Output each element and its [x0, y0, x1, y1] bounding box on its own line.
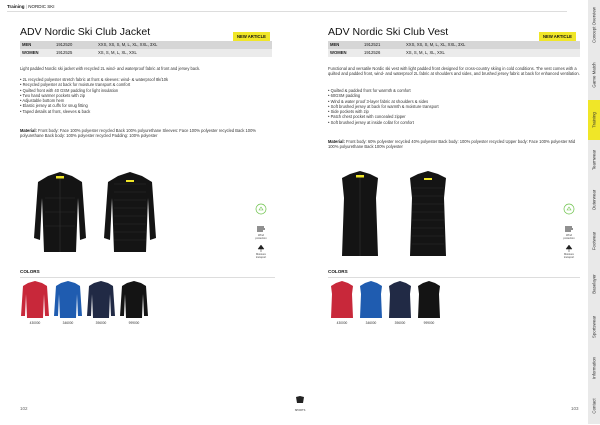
right-feature-wind — [560, 225, 578, 240]
tab-label: Outerwear — [591, 189, 597, 211]
article-number-cell: 1912525 — [54, 49, 96, 57]
gender-cell: MEN — [328, 41, 362, 49]
swatch-code: 396000 — [394, 321, 406, 325]
center-logo-text: SPORTS — [294, 409, 306, 412]
list-item: • Recycled polyester at back for moisture transport & comfort — [20, 82, 275, 87]
swatch-vest-navy — [389, 281, 411, 318]
feature-label: Moisture transport — [563, 253, 575, 259]
left-jacket-main-images — [22, 168, 162, 256]
list-item: • Quilted & padded front for warmth & comfort — [328, 88, 580, 93]
list-item: • Patch chest pocket with concealed zipper — [328, 114, 580, 119]
swatch-code: 396000 — [95, 321, 107, 325]
tab-footwear[interactable] — [588, 220, 600, 263]
tab-teamwear[interactable] — [588, 140, 600, 181]
tab-baselayer[interactable] — [588, 262, 600, 307]
sizes-cell: XXS, XS, S, M, L, XL, XXL, 3XL — [404, 41, 580, 49]
list-item: • Two hand warmer pockets with zip — [20, 93, 275, 98]
sizes-cell: XXS, XS, S, M, L, XL, XXL, 3XL — [96, 41, 272, 49]
swatch-vest-red — [331, 281, 353, 318]
right-material — [328, 139, 580, 150]
right-feature-list — [328, 88, 580, 125]
table-row — [20, 41, 272, 49]
tab-label: Information — [591, 357, 597, 379]
jacket-back-image — [104, 172, 156, 252]
vest-back-image — [410, 171, 446, 256]
breadcrumb-separator: | — [25, 4, 27, 9]
jacket-front-image — [34, 172, 86, 252]
tab-label: Concept Overview — [591, 7, 597, 43]
tab-label: Game Match — [591, 62, 597, 88]
center-logo — [292, 391, 308, 412]
left-description: Light padded Nordic ski jacket with recycled 2L wind- and waterproof fabric at front and jersey back. — [20, 66, 201, 71]
table-row — [328, 41, 580, 49]
right-new-article-badge: NEW ARTICLE — [539, 32, 576, 41]
swatch-vest-black — [418, 281, 440, 318]
left-size-table — [20, 41, 272, 57]
left-feature-recycled — [252, 203, 270, 216]
right-description: Functional and versatile Nordic ski vest with light padded front designed for cross-country skiing in cold conditions. The vest comes with a quilted and padded front, wind- and waterproof 2L fabric at shoulders and sides, and brushed jersey fabric at back for enhanced ventilation. — [328, 66, 580, 77]
gender-cell: WOMEN — [328, 49, 362, 57]
left-colors-heading: COLORS — [20, 269, 40, 274]
list-item: • 60GSM padding — [328, 93, 580, 98]
moisture-icon — [564, 244, 574, 252]
breadcrumb-subsection[interactable]: NORDIC SKI — [28, 4, 55, 9]
right-colors-rule — [328, 277, 580, 278]
swatch-code: 346000 — [365, 321, 377, 325]
swatch-jacket-navy — [87, 281, 115, 318]
swatch-vest-blue — [360, 281, 382, 318]
tab-label: Baselayer — [591, 274, 597, 294]
swatch-jacket-red — [21, 281, 49, 318]
tab-concept-overview[interactable] — [588, 0, 600, 51]
tab-contact[interactable] — [588, 388, 600, 425]
left-product-title: ADV Nordic Ski Club Jacket — [20, 26, 151, 38]
list-item: • Soft brushed jersey at inside collar for comfort — [328, 120, 580, 125]
breadcrumb-section[interactable]: Training — [7, 4, 25, 9]
feature-label: Wind protection — [563, 234, 575, 240]
recycle-icon — [563, 203, 575, 215]
swatch-code: 430000 — [29, 321, 41, 325]
left-new-article-badge: NEW ARTICLE — [233, 32, 270, 41]
left-material — [20, 128, 275, 139]
left-feature-moisture — [252, 244, 270, 259]
list-item: • 2L recycled polyester stretch fabric at front & sleeves: wind- & waterproof 8k/10k — [20, 77, 275, 82]
gender-cell: MEN — [20, 41, 54, 49]
tab-label: Sportswear — [591, 315, 597, 339]
table-row — [328, 49, 580, 57]
feature-label: Wind protection — [255, 234, 267, 240]
article-number-cell: 1912526 — [362, 49, 404, 57]
vest-front-image — [342, 171, 378, 256]
list-item: • Adjustable bottom hem — [20, 98, 275, 103]
gender-cell: WOMEN — [20, 49, 54, 57]
right-feature-recycled — [560, 203, 578, 216]
tab-outerwear[interactable] — [588, 180, 600, 221]
swatch-code: 430000 — [336, 321, 348, 325]
tab-label: Footwear — [591, 231, 597, 251]
material-label: Material: — [20, 128, 37, 133]
list-item: • Soft brushed jersey at back for warmth & moisture transport — [328, 104, 580, 109]
header-rule — [7, 11, 567, 12]
recycle-icon — [255, 203, 267, 215]
list-item: • Quilted front with 40 GSM padding for light insulation — [20, 88, 275, 93]
table-row — [20, 49, 272, 57]
swatch-code: 999000 — [423, 321, 435, 325]
right-size-table — [328, 41, 580, 57]
sizes-cell: XS, S, M, L, XL, XXL — [404, 49, 580, 57]
article-number-cell: 1912520 — [54, 41, 96, 49]
moisture-icon — [256, 244, 266, 252]
side-tab-navigation — [588, 0, 600, 424]
right-page-number: 103 — [571, 406, 579, 411]
right-swatch-images — [328, 280, 468, 320]
right-product-title: ADV Nordic Ski Club Vest — [328, 26, 449, 38]
left-swatch-images — [20, 280, 160, 320]
breadcrumb — [7, 4, 54, 9]
left-page-number: 102 — [20, 406, 28, 411]
list-item: • Wind & water proof 3-layer fabric at shoulders & sides — [328, 99, 580, 104]
sizes-cell: XS, S, M, L, XL, XXL — [96, 49, 272, 57]
swatch-jacket-blue — [54, 281, 82, 318]
list-item: • Taped details at front, sleeves & back — [20, 109, 275, 114]
swatch-code: 346000 — [62, 321, 74, 325]
tab-game-match[interactable] — [588, 50, 600, 101]
material-text: Front body: 60% polyester recycled 40% polyester Back body: 100% polyester recycled Upper body: Face 100% polyester Mid 100% polyurethane Back 100% polyester — [328, 139, 576, 150]
brand-mark-icon — [295, 395, 305, 404]
wind-icon — [256, 225, 266, 233]
tab-sportswear[interactable] — [588, 306, 600, 349]
wind-icon — [564, 225, 574, 233]
left-feature-wind — [252, 225, 270, 240]
right-colors-heading: COLORS — [328, 269, 348, 274]
left-colors-rule — [20, 277, 275, 278]
feature-label: Moisture transport — [255, 253, 267, 259]
material-label: Material: — [328, 139, 345, 144]
tab-label: Teamwear — [591, 149, 597, 171]
tab-label: Training — [591, 112, 597, 128]
left-swatches — [20, 280, 160, 330]
right-feature-moisture — [560, 244, 578, 259]
material-text: Front body: Face 100% polyester recycled Back 100% polyurethane Sleeves: Face 100% polyester recycled Back 100% polyurethane Back body: 100% polyester recycled Padding: 100% polyester — [20, 128, 256, 139]
swatch-code: 999000 — [128, 321, 140, 325]
tab-information[interactable] — [588, 348, 600, 389]
right-swatches — [328, 280, 468, 330]
tab-training[interactable] — [588, 100, 600, 141]
article-number-cell: 1912521 — [362, 41, 404, 49]
swatch-jacket-black — [120, 281, 148, 318]
left-feature-list — [20, 77, 275, 114]
right-vest-main-images — [336, 168, 466, 260]
tab-label: Contact — [591, 398, 597, 414]
list-item: • Side pockets with zip — [328, 109, 580, 114]
list-item: • Elastic jersey at cuffs for snug fitting — [20, 103, 275, 108]
